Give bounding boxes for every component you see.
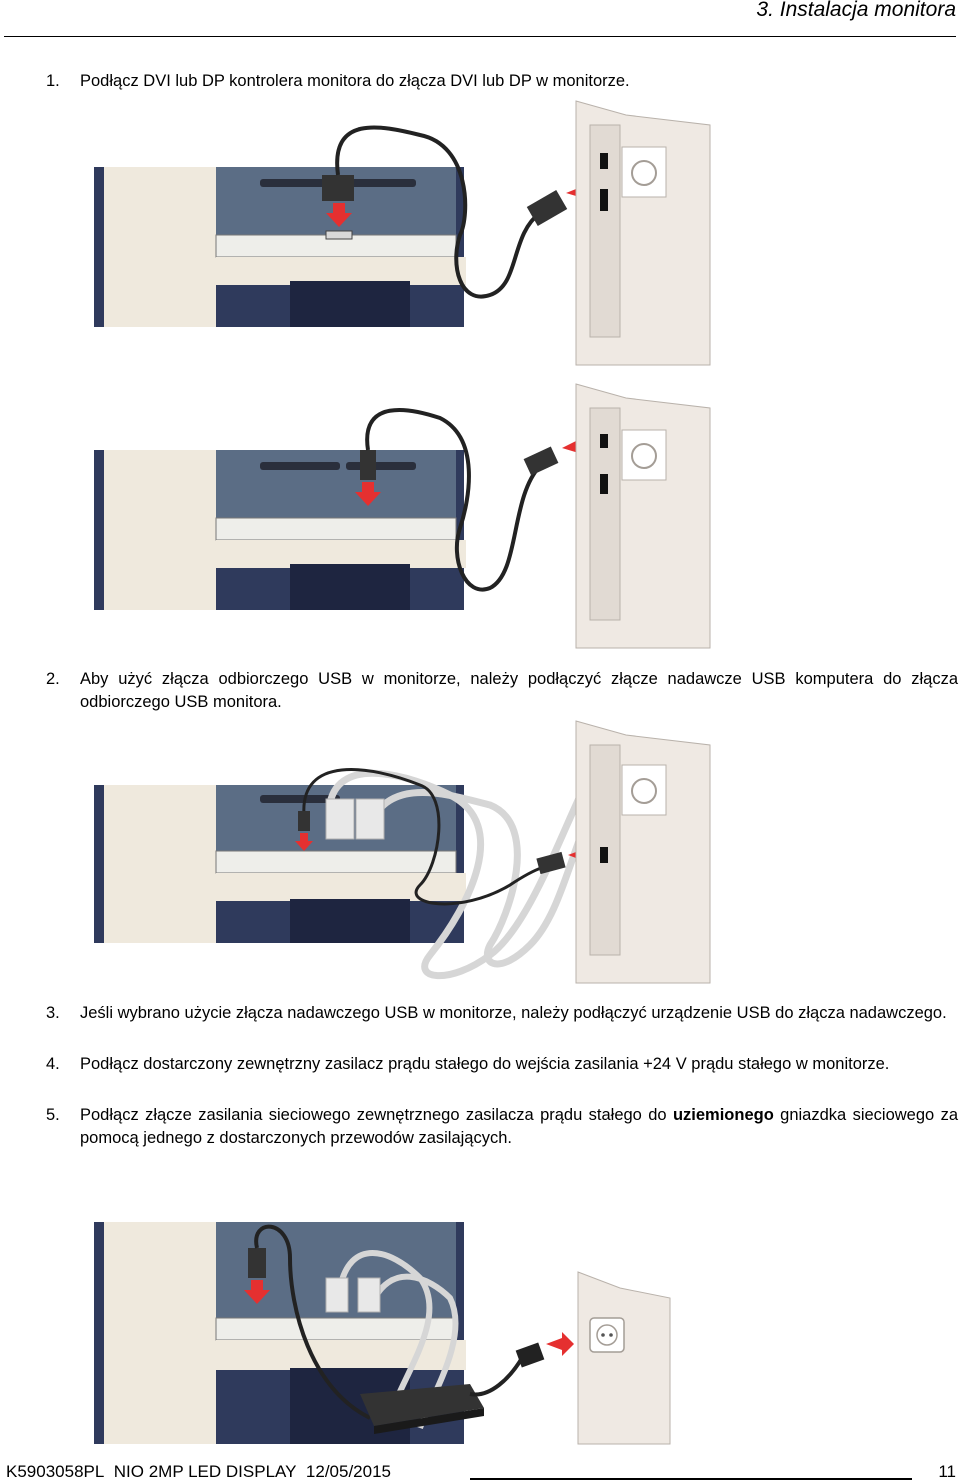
footer-date: 12/05/2015 bbox=[305, 1462, 391, 1481]
step-text-part: Podłącz złącze zasilania sieciowego zewnętrznego zasilacza prądu stałego do bbox=[80, 1106, 673, 1124]
step-number: 5. bbox=[46, 1106, 60, 1124]
step-5 bbox=[46, 1104, 958, 1150]
footer-product: NIO 2MP LED DISPLAY bbox=[113, 1462, 297, 1481]
step-text: Podłącz DVI lub DP kontrolera monitora do złącza DVI lub DP w monitorze. bbox=[80, 72, 630, 90]
step-number: 3. bbox=[46, 1004, 60, 1022]
step-number: 1. bbox=[46, 72, 60, 90]
step-4 bbox=[46, 1053, 958, 1076]
footer-doc-info bbox=[6, 1462, 391, 1482]
step-text-part: gniazdka sieciowego za pomocą jednego z dostarczonych przewodów zasilających. bbox=[80, 1106, 958, 1147]
step-number: 2. bbox=[46, 670, 60, 688]
page-number: 11 bbox=[938, 1462, 956, 1481]
step-text: Podłącz dostarczony zewnętrzny zasilacz prądu stałego do wejścia zasilania +24 V prądu stałego w monitorze. bbox=[80, 1055, 890, 1073]
section-header: 3. Instalacja monitora bbox=[756, 0, 956, 21]
step-3 bbox=[46, 1002, 958, 1025]
step-text-bold: uziemionego bbox=[672, 1106, 774, 1124]
step-2 bbox=[46, 668, 958, 714]
illustration-usb-connection bbox=[90, 715, 730, 990]
illustration-dp-connection bbox=[90, 378, 730, 658]
footer-doc-id: K5903058PL bbox=[6, 1462, 105, 1481]
header-divider bbox=[4, 36, 956, 37]
illustration-power-connection bbox=[90, 1218, 730, 1448]
step-1 bbox=[46, 70, 958, 93]
step-number: 4. bbox=[46, 1055, 60, 1073]
step-text: Jeśli wybrano użycie złącza nadawczego USB w monitorze, należy podłączyć urządzenie USB do złącza nadawczego. bbox=[80, 1004, 947, 1022]
step-text bbox=[80, 1104, 958, 1150]
step-text: Aby użyć złącza odbiorczego USB w monitorze, należy podłączyć złącze nadawcze USB komputera do złącza odbiorczego USB monitora. bbox=[80, 670, 958, 711]
footer-divider bbox=[470, 1478, 912, 1480]
illustration-dvi-connection bbox=[90, 95, 730, 375]
